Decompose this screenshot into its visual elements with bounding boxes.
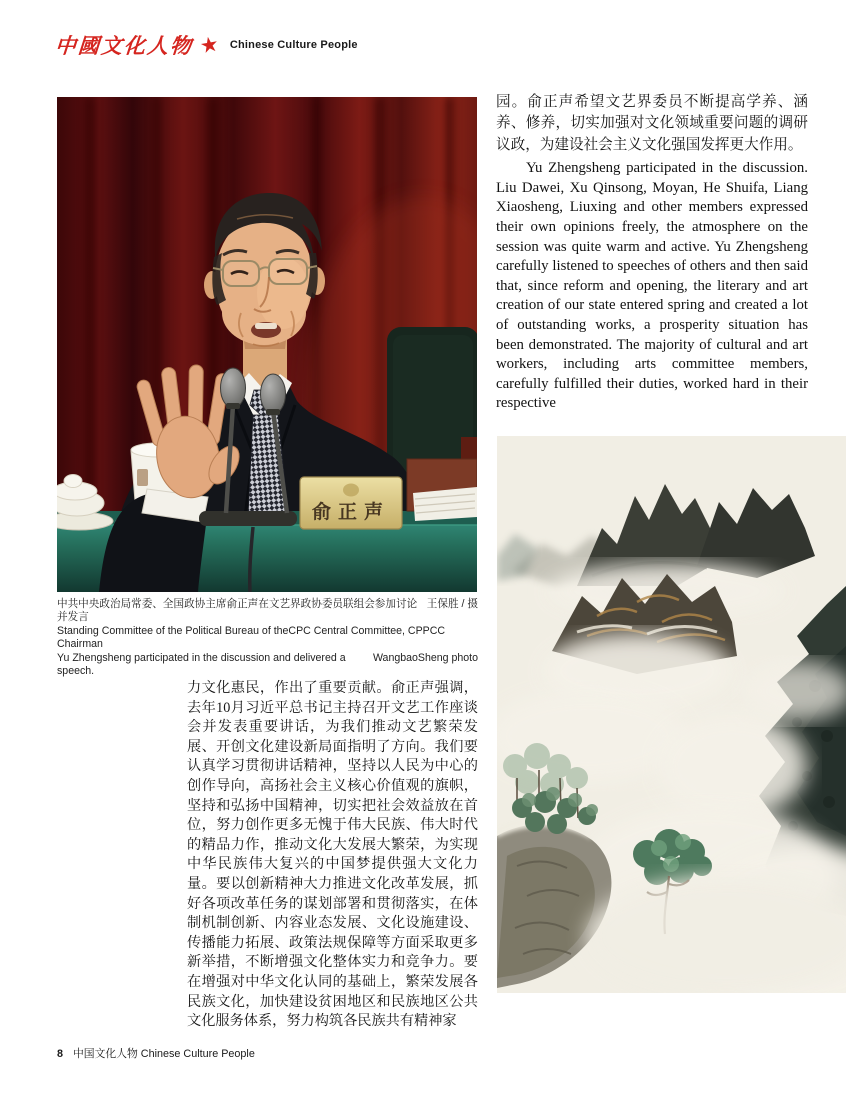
- conference-photo: [57, 97, 477, 592]
- name-placard-text: 俞正声: [311, 502, 391, 523]
- photo-caption: [57, 598, 478, 678]
- magazine-logo-english: Chinese Culture People: [229, 39, 358, 51]
- bottom-text-column: [187, 679, 478, 1032]
- footer-title: 中国文化人物 Chinese Culture People: [73, 1048, 255, 1060]
- landscape-painting: [497, 436, 846, 993]
- red-folder-and-papers: [407, 459, 477, 521]
- caption-zh: 中共中央政治局常委、全国政协主席俞正声在文艺界政协委员联组会参加讨论并发言: [57, 598, 418, 624]
- paragraph-zh-continued: 力文化惠民，作出了重要贡献。俞正声强调，去年10月习近平总书记主持召开文艺工作座谈会并发表重要讲话，为我们推动文艺繁荣发展、开创文化建设新局面指明了方向。我们要认真学习贯彻讲话精神，坚持以人民为中心的创作导向，高扬社会主义核心价值观的旗帜，坚持和弘扬中国精神，切实把社会效益放在首位，努力创作更多无愧于伟大民族、伟大时代的精品力作，推动文化大发展大繁荣，为实现中华民族伟大复兴的中国梦提供强大文化力量。要以创新精神大力推进文化改革发展，抓好各项改革任务的谋划部署和贯彻落实，在体制机制创新、内容业态发展、文化设施建设、传播能力拓展、政策法规保障等方面采取更多新举措，不断增强文化整体实力和竞争力。要在增强对中华文化认同的基础上，繁荣发展各民族文化，加快建设贫困地区和民族地区公共文化服务体系，努力构筑各民族共有精神家: [187, 680, 478, 1030]
- caption-en-line1: Standing Committee of the Political Bureau of theCPC Central Committee, CPPCC Chairman: [57, 624, 446, 651]
- star-icon: ★: [198, 32, 221, 58]
- name-placard: [300, 477, 402, 529]
- caption-zh-credit: 王保胜 / 摄: [426, 598, 478, 610]
- right-text-column: [496, 92, 808, 414]
- page-footer: [57, 1046, 255, 1061]
- caption-en-credit: WangbaoSheng photo: [372, 651, 478, 664]
- paragraph-en: Yu Zhengsheng participated in the discussion. Liu Dawei, Xu Qinsong, Moyan, He Shuifa, Liang Xiaosheng, Liuxing and other members expressed their own opinions freely, the atmosphere on the session was quite warm and active. Yu Zhengsheng carefully listened to speeches of others and then said that, since reform and opening, the literary and art creation of our state entered spring and created a lot of outstanding works, a prosperity situation has been demonstrated. The majority of cultural and art workers, including arts committee members, carefully fulfilled their duties, worked hard in their respective: [496, 160, 808, 412]
- paragraph-zh: 园。俞正声希望文艺界委员不断提高学养、涵养、修养，切实加强对文化领域重要问题的调研议政，为建设社会主义文化强国发挥更大作用。: [496, 94, 808, 153]
- page-number: 8: [57, 1048, 64, 1060]
- magazine-logo: 中國文化人物: [54, 33, 194, 58]
- masthead: [55, 30, 358, 60]
- caption-en-line2: Yu Zhengsheng participated in the discussion and delivered a speech.: [57, 651, 346, 678]
